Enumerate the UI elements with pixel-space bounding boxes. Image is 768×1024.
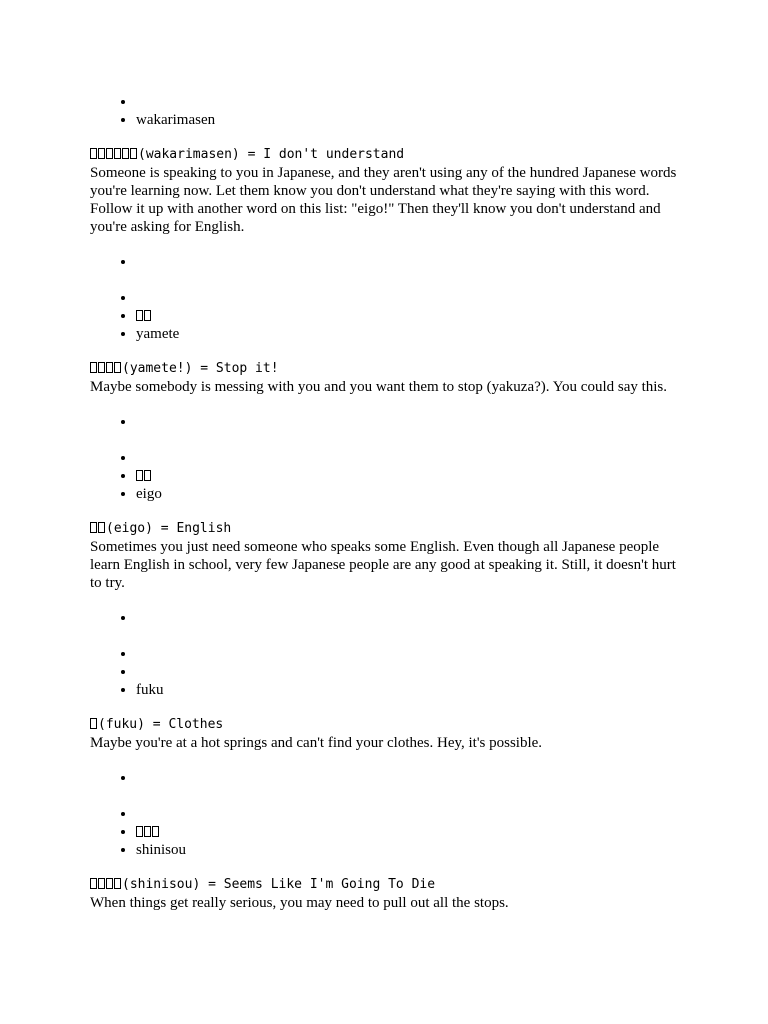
vocab-description-wakarimasen: Someone is speaking to you in Japanese, and they aren't using any of the hundred Japanese words you're learning now. Let them know you don't understand what they're saying with this word. Follow it up with another word on this list: "eigo!" Then they'll know you don't understand and you're asking for English. xyxy=(90,165,677,235)
list-item-empty xyxy=(136,769,690,787)
gloss-text: (eigo) = English xyxy=(106,521,232,536)
vocab-description-shinisou: When things get really serious, you may need to pull out all the stops. xyxy=(90,895,509,911)
kana-glyphs xyxy=(90,520,106,538)
gloss-text: (yamete!) = Stop it! xyxy=(122,361,279,376)
list-item-kana xyxy=(136,467,690,485)
vocab-gloss-eigo xyxy=(90,520,690,538)
list-item-romaji: • wakarimasen xyxy=(136,111,690,129)
kana-glyphs xyxy=(136,823,160,841)
vocab-description-eigo: Sometimes you just need someone who speaks some English. Even though all Japanese people learn English in school, very few Japanese people are any good at speaking it. Still, it doesn't hurt to try. xyxy=(90,539,676,591)
kana-glyphs xyxy=(90,716,98,734)
vocab-gloss-shinisou xyxy=(90,876,690,894)
list-item-empty xyxy=(136,663,690,681)
list-item-romaji: • fuku xyxy=(136,681,690,699)
vocab-description-fuku: Maybe you're at a hot springs and can't find your clothes. Hey, it's possible. xyxy=(90,735,543,751)
list-item-empty xyxy=(136,93,690,111)
bullet-list-wakarimasen xyxy=(90,93,690,129)
bullet-list-yamete xyxy=(90,253,690,343)
kana-glyphs xyxy=(90,360,122,378)
kana-glyphs xyxy=(136,307,152,325)
list-item-kana xyxy=(136,823,690,841)
gloss-text: (wakarimasen) = I don't understand xyxy=(138,147,405,162)
vocab-gloss-fuku xyxy=(90,716,690,734)
list-item-empty xyxy=(136,609,690,627)
list-item-romaji: • yamete xyxy=(136,325,690,343)
bullet-list-eigo xyxy=(90,413,690,503)
list-item-empty xyxy=(136,805,690,823)
gloss-text: (fuku) = Clothes xyxy=(98,717,224,732)
document-body xyxy=(90,93,690,912)
vocab-gloss-yamete xyxy=(90,360,690,378)
kana-glyphs xyxy=(90,146,138,164)
bullet-list-shinisou xyxy=(90,769,690,859)
list-item-empty xyxy=(136,645,690,663)
vocab-gloss-wakarimasen xyxy=(90,146,690,164)
kana-glyphs xyxy=(90,876,122,894)
bullet-list-fuku xyxy=(90,609,690,699)
list-item-romaji: • shinisou xyxy=(136,841,690,859)
list-item-empty xyxy=(136,449,690,467)
list-item-empty xyxy=(136,413,690,431)
list-item-empty xyxy=(136,289,690,307)
vocab-description-yamete: Maybe somebody is messing with you and you want them to stop (yakuza?). You could say this. xyxy=(90,379,668,395)
list-item-kana xyxy=(136,307,690,325)
kana-glyphs xyxy=(136,467,152,485)
list-item-empty xyxy=(136,253,690,271)
list-item-romaji: • eigo xyxy=(136,485,690,503)
gloss-text: (shinisou) = Seems Like I'm Going To Die xyxy=(122,877,436,892)
